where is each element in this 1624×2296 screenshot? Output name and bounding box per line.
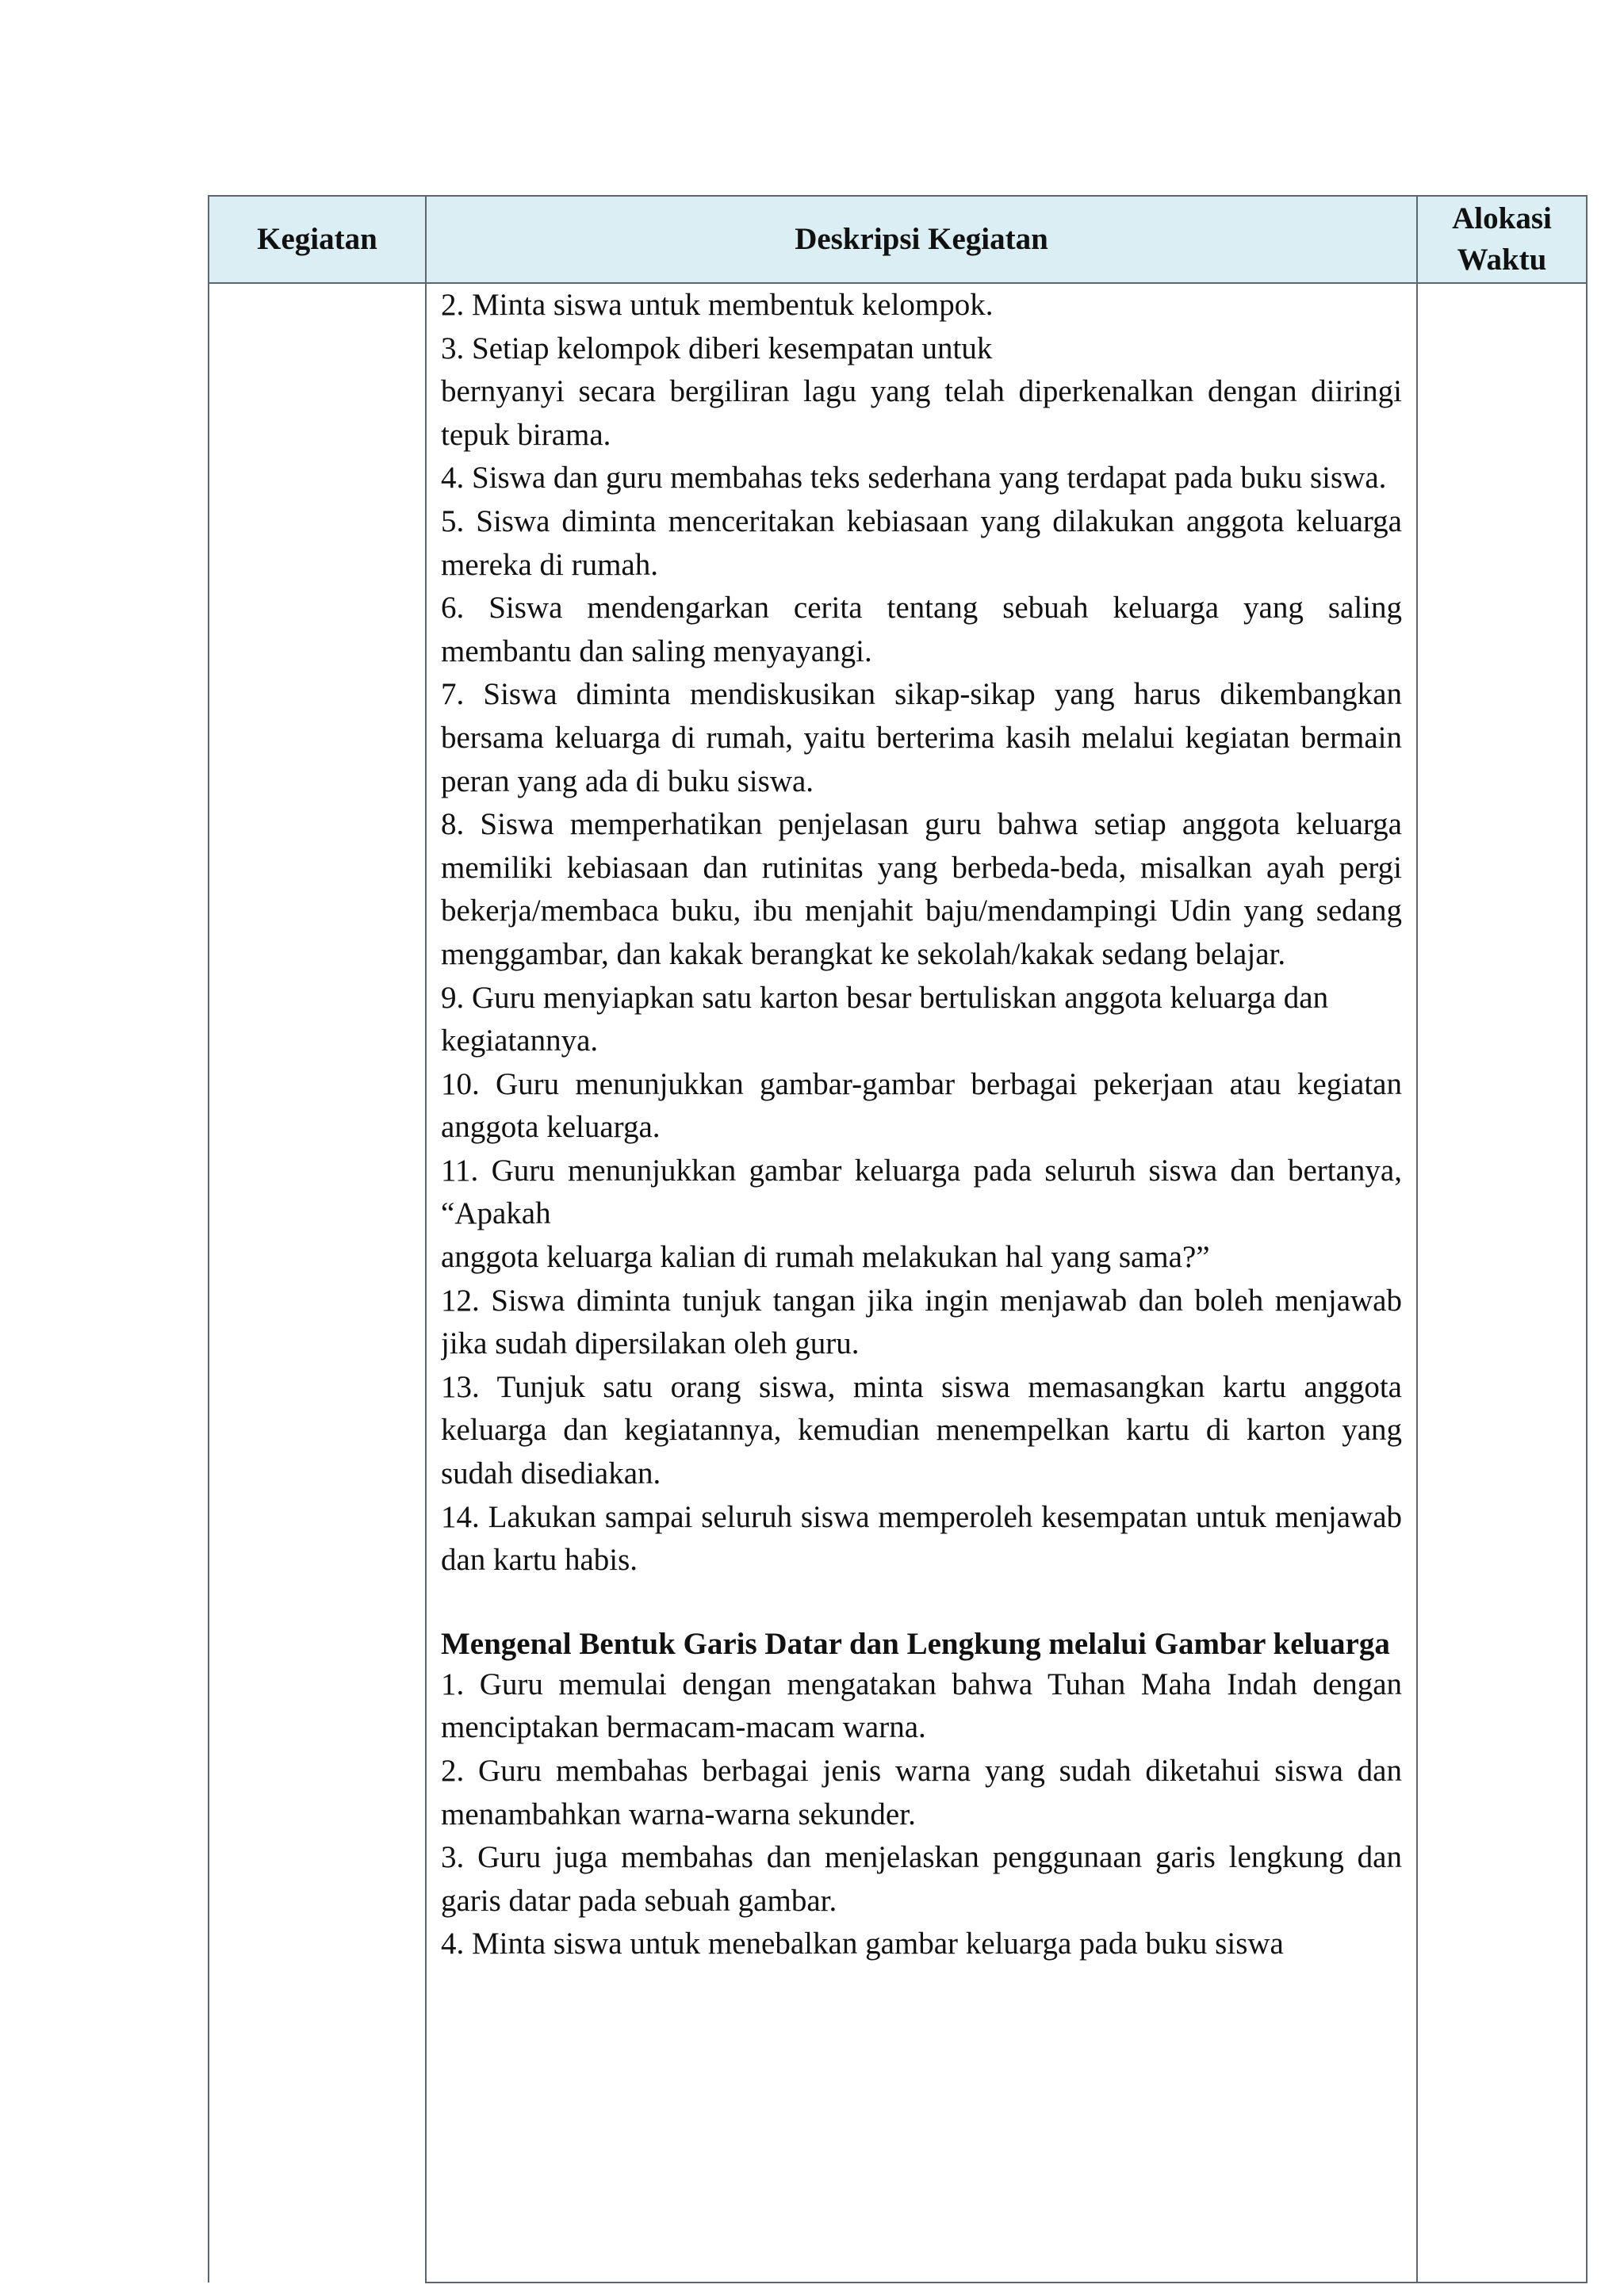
description-body xyxy=(441,284,1402,2282)
header-alokasi-line2: Waktu xyxy=(1457,243,1547,277)
kegiatan-cell xyxy=(209,283,426,2283)
list-item: 4. Siswa dan guru membahas teks sederhana yang terdapat pada buku siswa. xyxy=(441,461,1387,496)
list-item: 1. Guru memulai dengan mengatakan bahwa Tuhan Maha Indah dengan menciptakan bermacam-macam warna. xyxy=(441,1667,1402,1745)
section-heading: Mengenal Bentuk Garis Datar dan Lengkung melalui Gambar keluarga xyxy=(441,1626,1390,1661)
lesson-activity-table xyxy=(208,195,1588,2283)
list-item: 11. Guru menunjukkan gambar keluarga pada seluruh siswa dan bertanya, “Apakah xyxy=(441,1153,1402,1231)
list-item: 6. Siswa mendengarkan cerita tentang sebuah keluarga yang saling membantu dan saling menyayangi. xyxy=(441,591,1402,668)
list-item: 2. Guru membahas berbagai jenis warna yang sudah diketahui siswa dan menambahkan warna-warna sekunder. xyxy=(441,1754,1402,1831)
list-item: 3. Guru juga membahas dan menjelaskan penggunaan garis lengkung dan garis datar pada sebuah gambar. xyxy=(441,1840,1402,1918)
list-item: 12. Siswa diminta tunjuk tangan jika ingin menjawab dan boleh menjawab jika sudah dipersilakan oleh guru. xyxy=(441,1283,1402,1361)
header-kegiatan: Kegiatan xyxy=(209,196,426,283)
list-item: 4. Minta siswa untuk menebalkan gambar keluarga pada buku siswa xyxy=(441,1927,1284,1961)
section-spacer xyxy=(441,1582,1402,1625)
list-item-continuation: anggota keluarga kalian di rumah melakukan hal yang sama?” xyxy=(441,1240,1210,1275)
table-header-row xyxy=(209,196,1587,283)
list-item: 13. Tunjuk satu orang siswa, minta siswa memasangkan kartu anggota keluarga dan kegiatannya, kemudian menempelkan kartu di karton yang sudah disediakan. xyxy=(441,1369,1402,1491)
list-item: 5. Siswa diminta menceritakan kebiasaan yang dilakukan anggota keluarga mereka di rumah. xyxy=(441,503,1402,582)
list-item: 8. Siswa memperhatikan penjelasan guru bahwa setiap anggota keluarga memiliki kebiasaan dan rutinitas yang berbeda-beda, misalkan ayah pergi bekerja/membaca buku, ibu menjahit baju/mendampingi Udin yang sedang menggambar, dan kakak berangkat ke sekolah/kakak sedang belajar. xyxy=(441,807,1402,971)
table-row xyxy=(209,283,1587,2283)
list-item: 14. Lakukan sampai seluruh siswa memperoleh kesempatan untuk menjawab dan kartu habis. xyxy=(441,1499,1402,1578)
list-item: 10. Guru menunjukkan gambar-gambar berbagai pekerjaan atau kegiatan anggota keluarga. xyxy=(441,1066,1402,1145)
list-item-continuation: bernyanyi secara bergiliran lagu yang telah diperkenalkan dengan diiringi tepuk birama. xyxy=(441,374,1402,452)
list-item: 7. Siswa diminta mendiskusikan sikap-sikap yang harus dikembangkan bersama keluarga di rumah, yaitu berterima kasih melalui kegiatan bermain peran yang ada di buku siswa. xyxy=(441,677,1402,798)
header-alokasi-waktu xyxy=(1417,196,1587,283)
list-item: 2. Minta siswa untuk membentuk kelompok. xyxy=(441,288,994,322)
list-item-continuation: kegiatannya. xyxy=(441,1024,599,1058)
list-item: 3. Setiap kelompok diberi kesempatan untuk xyxy=(441,331,993,365)
list-item: 9. Guru menyiapkan satu karton besar bertuliskan anggota keluarga dan xyxy=(441,980,1329,1015)
header-alokasi-line1: Alokasi xyxy=(1452,201,1552,235)
description-cell xyxy=(426,283,1417,2283)
alokasi-waktu-cell xyxy=(1417,283,1587,2283)
header-deskripsi-kegiatan: Deskripsi Kegiatan xyxy=(426,196,1417,283)
